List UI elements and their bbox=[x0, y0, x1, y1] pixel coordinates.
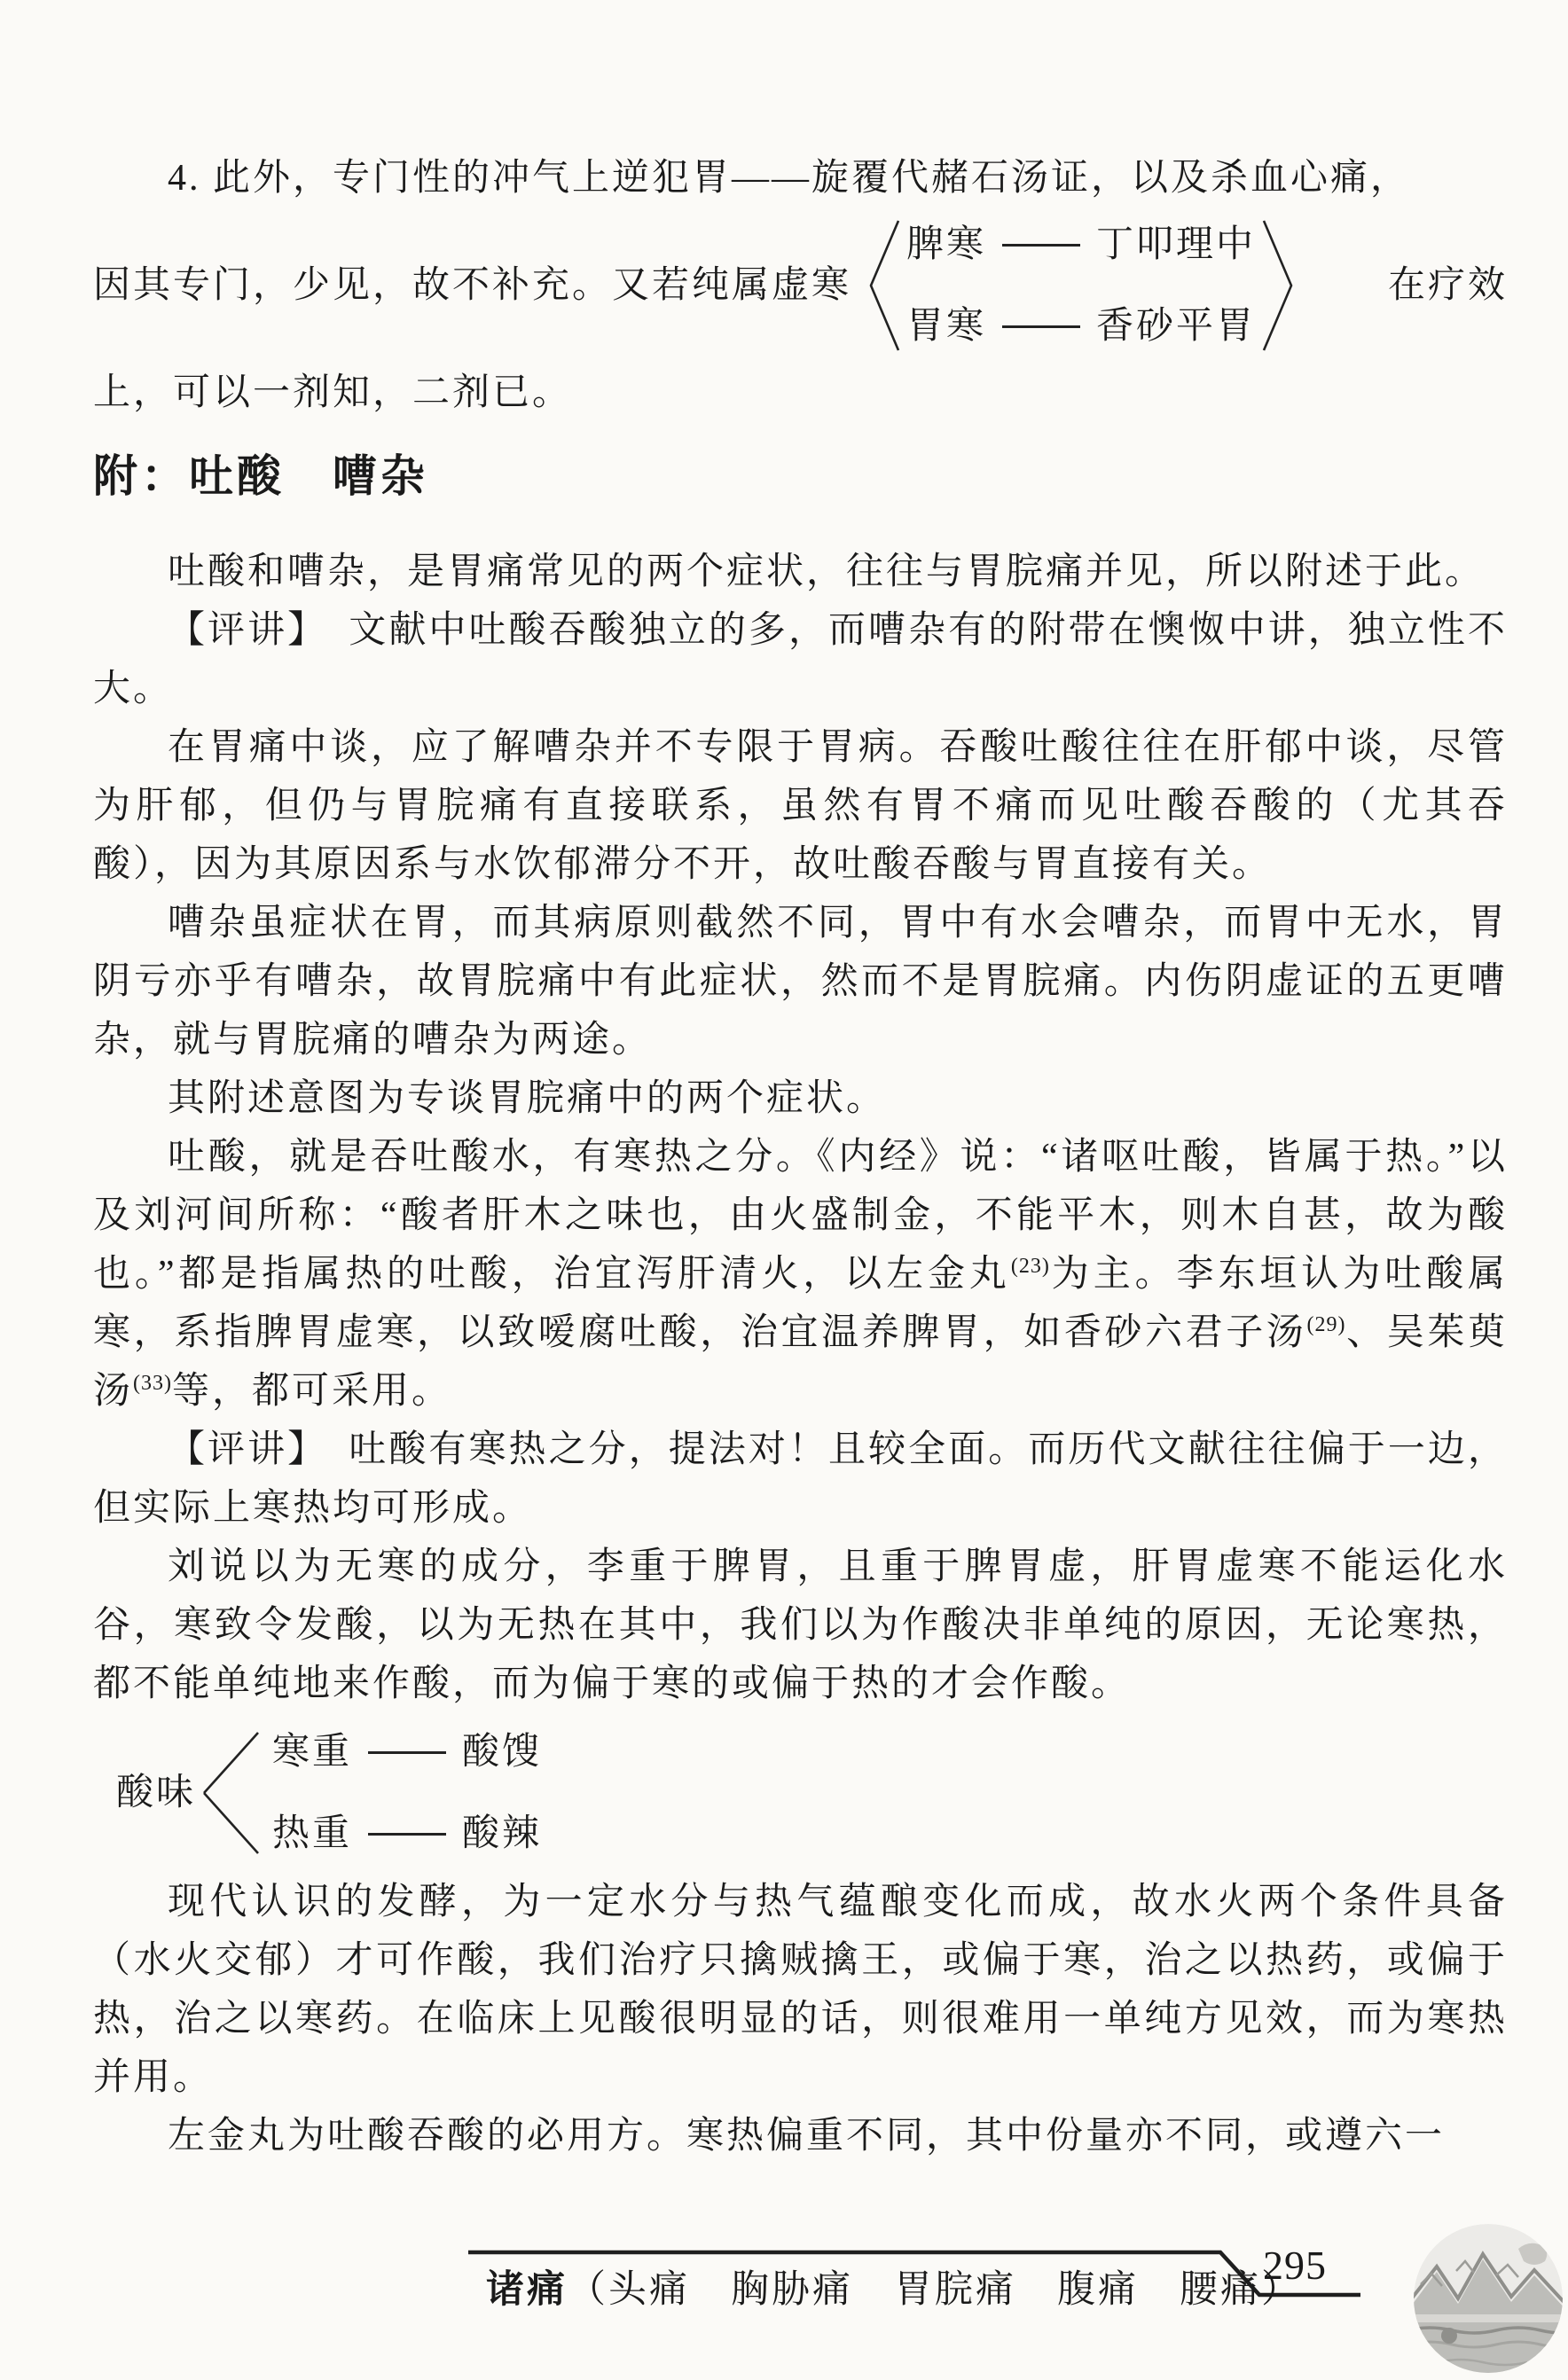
diagram-term: 胃寒 bbox=[906, 306, 987, 347]
row-connector-dash bbox=[1002, 325, 1080, 328]
diagram-row bbox=[272, 1731, 542, 1773]
brace-rows bbox=[906, 223, 1256, 348]
diagram-label: 酸味 bbox=[116, 1773, 197, 1813]
diagram-remedy: 香砂平胃 bbox=[1096, 306, 1257, 347]
diagram-trail-text: 在疗效 bbox=[1387, 265, 1508, 306]
brace-rows bbox=[272, 1731, 542, 1855]
formula-ref-29: (29) bbox=[1306, 1313, 1346, 1336]
diagram-lead-text: 因其专门，少见，故不补充。又若纯属虚寒 bbox=[93, 265, 852, 306]
diagram-term: 脾寒 bbox=[906, 224, 987, 265]
paragraph-continuation: 上，可以一剂知，二剂已。 bbox=[93, 372, 573, 413]
diagram-result: 酸馊 bbox=[462, 1732, 543, 1773]
fork-brace bbox=[200, 1726, 263, 1860]
text-segment: 为主。李东垣认为吐酸属寒，系指脾胃虚寒，以致嗳腐吐酸，治宜温养脾胃，如香砂六君子汤 bbox=[93, 1254, 1508, 1353]
paragraph: 在胃痛中谈，应了解嘈杂并不专限于胃病。吞酸吐酸往往在肝郁中谈，尽管为肝郁，但仍与胃脘痛有直接联系，虽然有胃不痛而见吐酸吞酸的（尤其吞酸），因为其原因系与水饮郁滞分不开，故吐酸吞酸与胃直接有关。 bbox=[93, 727, 1508, 885]
paragraph: 吐酸和嘈杂，是胃痛常见的两个症状，往往与胃脘痛并见，所以附述于此。 bbox=[168, 552, 1486, 592]
text-segment: 吐酸，就是吞吐酸水，有寒热之分。《内经》说：“诸呕吐酸，皆属于热。”以及刘河间所称：“酸者肝木之味也，由火盛制金，不能平木，则木自甚，故为酸也。”都是指属热的吐酸，治宜泻肝清火，以左金丸 bbox=[93, 1137, 1508, 1295]
paragraph-with-refs bbox=[93, 1128, 1508, 1421]
diagram-row bbox=[906, 305, 1256, 348]
diagram-result: 酸辣 bbox=[462, 1813, 543, 1854]
paragraph-chongqi: 4. 此外，专门性的冲气上逆犯胃——旋覆代赭石汤证，以及杀血心痛， bbox=[168, 158, 1411, 199]
body-text bbox=[93, 0, 1508, 2165]
brace-diagram-cold bbox=[867, 216, 1295, 355]
diagram-row bbox=[272, 1812, 542, 1855]
paragraph-pingjiang: 【评讲】 文献中吐酸吞酸独立的多，而嘈杂有的附带在懊怓中讲，独立性不大。 bbox=[93, 610, 1508, 709]
paragraph: 刘说以为无寒的成分，李重于脾胃，且重于脾胃虚，肝胃虚寒不能运化水谷，寒致令发酸，以为无热在其中，我们以为作酸决非单纯的原因，无论寒热，都不能单纯地来作酸，而为偏于寒的或偏于热的才会作酸。 bbox=[93, 1546, 1508, 1704]
section-heading: 附：吐酸 嘈杂 bbox=[93, 451, 428, 501]
text-segment: 等，都可采用。 bbox=[172, 1371, 452, 1412]
diagram-row bbox=[906, 223, 1256, 266]
footer-section-detail: （头痛 胸胁痛 胃脘痛 腹痛 腰痛） bbox=[568, 2269, 1302, 2311]
sour-taste-diagram bbox=[116, 1726, 1508, 1860]
paragraph-with-brace-diagram bbox=[93, 216, 1508, 355]
formula-ref-23: (23) bbox=[1010, 1255, 1050, 1278]
row-connector-dash bbox=[1002, 244, 1080, 247]
paragraph: 嘈杂虽症状在胃，而其病原则截然不同，胃中有水会嘈杂，而胃中无水，胃阴亏亦乎有嘈杂，故胃脘痛中有此症状，然而不是胃脘痛。内伤阴虚证的五更嘈杂，就与胃脘痛的嘈杂为两途。 bbox=[93, 903, 1508, 1061]
row-connector-dash bbox=[368, 1751, 446, 1754]
right-angle-brace bbox=[1261, 216, 1295, 355]
paragraph: 其附述意图为专谈胃脘痛中的两个症状。 bbox=[168, 1078, 887, 1119]
diagram-term: 寒重 bbox=[272, 1732, 353, 1773]
decorative-seal bbox=[1412, 2222, 1564, 2375]
row-connector-dash bbox=[368, 1833, 446, 1836]
paragraph: 现代认识的发酵，为一定水分与热气蕴酿变化而成，故水火两个条件具备（水火交郁）才可作酸，我们治疗只擒贼擒王，或偏于寒，治之以热药，或偏于热，治之以寒药。在临床上见酸很明显的话，则很难用一单纯方见效，而为寒热并用。 bbox=[93, 1882, 1508, 2098]
footer-section-title: 诸痛 bbox=[486, 2269, 568, 2311]
text-segment: 、吴茱萸汤 bbox=[93, 1312, 1508, 1412]
left-angle-brace bbox=[867, 216, 901, 355]
paragraph-last: 左金丸为吐酸吞酸的必用方。寒热偏重不同，其中份量亦不同，或遵六一 bbox=[168, 2116, 1446, 2157]
page-number: 295 bbox=[1263, 2243, 1327, 2288]
running-footer-title bbox=[486, 2259, 1302, 2313]
diagram-remedy: 丁叩理中 bbox=[1096, 224, 1257, 265]
footer bbox=[0, 2220, 1568, 2380]
diagram-term: 热重 bbox=[272, 1813, 353, 1854]
paragraph-pingjiang: 【评讲】 吐酸有寒热之分，提法对！且较全面。而历代文献往往偏于一边，但实际上寒热均可形成。 bbox=[93, 1429, 1508, 1529]
formula-ref-33: (33) bbox=[133, 1372, 172, 1395]
